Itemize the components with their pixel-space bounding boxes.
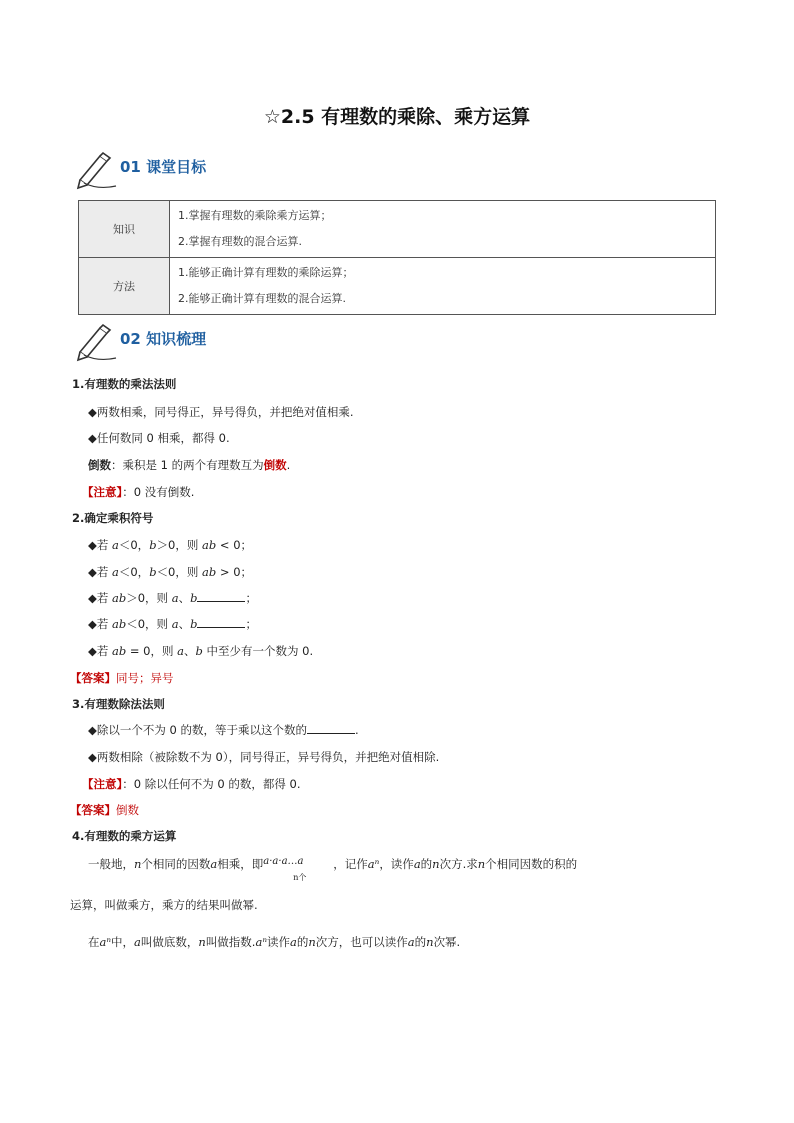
variable: n <box>426 935 434 949</box>
text: > 0； <box>216 565 253 579</box>
text: ◆若 <box>88 538 112 552</box>
note-line <box>82 484 194 500</box>
note-line <box>82 776 300 792</box>
goal-item: 1.掌握有理数的乘除乘方运算； <box>178 209 332 222</box>
text: ＞0，则 <box>126 591 172 605</box>
variable: aⁿ <box>367 857 380 871</box>
text: ＞0，则 <box>156 538 203 552</box>
goal-item: 1.能够正确计算有理数的乘除运算； <box>178 266 354 279</box>
text: ，记作 <box>333 857 368 871</box>
variable: b <box>190 591 198 605</box>
variable: n <box>477 857 486 871</box>
text: ，读作 <box>379 857 414 871</box>
power-definition-line <box>88 855 578 882</box>
pencil-icon <box>74 322 118 362</box>
reciprocal-definition <box>88 457 290 473</box>
formula-subscript: n个 <box>293 872 307 882</box>
fill-blank <box>307 733 355 734</box>
term: 倒数 <box>88 458 111 472</box>
text: 叫做底数， <box>140 935 199 949</box>
variable: b <box>190 617 198 631</box>
variable: a <box>112 565 119 579</box>
text: ； <box>245 591 257 605</box>
variable: a <box>407 935 415 949</box>
table-row <box>79 258 716 315</box>
text: ◆若 <box>88 644 112 658</box>
text: 一般地， <box>88 857 134 871</box>
variable: b <box>149 538 157 552</box>
rule-line <box>88 643 313 659</box>
text: ◆若 <box>88 591 112 605</box>
text: 、 <box>178 591 191 605</box>
section-label: 01 课堂目标 <box>120 158 207 176</box>
variable: ab <box>202 565 217 579</box>
text: . <box>286 458 291 472</box>
rule-line: ◆两数相乘，同号得正，异号得负，并把绝对值相乘. <box>88 405 354 419</box>
text: ：乘积是 1 的两个有理数互为 <box>111 458 264 472</box>
rule-line <box>88 564 252 580</box>
answer-tag: 【答案】 <box>70 671 116 685</box>
goal-content <box>170 201 716 258</box>
heading-sign: 2.确定乘积符号 <box>72 511 154 525</box>
text: ：0 除以任何不为 0 的数，都得 0. <box>122 777 301 791</box>
text: 、 <box>178 617 191 631</box>
text: ＜0，则 <box>156 565 203 579</box>
variable: a <box>171 591 179 605</box>
heading-multiplication: 1.有理数的乘法法则 <box>72 377 177 391</box>
rule-line <box>88 537 252 553</box>
text: 、 <box>184 644 196 658</box>
text: 叫做指数. <box>205 935 256 949</box>
variable: n <box>308 935 316 949</box>
variable: a <box>177 644 184 658</box>
goal-label: 知识 <box>79 201 170 258</box>
rule-line: ◆任何数同 0 相乘，都得 0. <box>88 431 230 445</box>
variable: b <box>195 644 203 658</box>
rule-line <box>88 590 257 606</box>
text: 次幂. <box>433 935 461 949</box>
note-tag: 【注意】 <box>82 777 123 791</box>
text: < 0； <box>216 538 253 552</box>
text: ＜0， <box>118 538 150 552</box>
text: 次方.求 <box>439 857 478 871</box>
text: 次方，也可以读作 <box>315 935 408 949</box>
text: = 0，则 <box>126 644 178 658</box>
power-terms-line <box>88 934 460 950</box>
text: 的 <box>296 935 309 949</box>
text: ◆若 <box>88 565 112 579</box>
section-header-knowledge <box>74 322 274 362</box>
text: . <box>354 723 359 737</box>
answer-text: 倒数 <box>116 803 139 817</box>
rule-line <box>88 616 257 632</box>
text: ＜0，则 <box>126 617 172 631</box>
text: ：0 没有倒数. <box>122 485 195 499</box>
variable: a <box>413 857 421 871</box>
variable: ab <box>112 591 127 605</box>
term-highlight: 倒数 <box>263 458 287 472</box>
variable: a <box>171 617 179 631</box>
table-row <box>79 201 716 258</box>
variable: aⁿ <box>255 935 267 949</box>
section-label: 02 知识梳理 <box>120 330 207 348</box>
variable: b <box>149 565 157 579</box>
note-tag: 【注意】 <box>82 485 123 499</box>
rule-line <box>88 722 359 738</box>
variable: n <box>134 857 142 871</box>
text: 中至少有一个数为 0. <box>202 644 314 658</box>
answer-tag: 【答案】 <box>70 803 116 817</box>
text: 的 <box>414 935 427 949</box>
variable: ab <box>202 538 217 552</box>
fill-blank <box>197 601 245 602</box>
text: ； <box>245 617 257 631</box>
pencil-icon <box>74 150 118 190</box>
variable: a <box>112 538 119 552</box>
text: 在 <box>88 935 100 949</box>
rule-line: ◆两数相除（被除数不为 0），同号得正，异号得负，并把绝对值相除. <box>88 750 440 764</box>
section-header-goals <box>74 150 274 190</box>
variable: ab <box>112 644 127 658</box>
goal-item: 2.能够正确计算有理数的混合运算. <box>178 292 346 305</box>
heading-division: 3.有理数除法法则 <box>72 697 165 711</box>
page-title: ☆2.5 有理数的乘除、乘方运算 <box>263 106 531 128</box>
variable: a <box>134 935 141 949</box>
fill-blank <box>197 627 245 628</box>
goal-content <box>170 258 716 315</box>
text: 相乘，即 <box>217 857 264 871</box>
variable: aⁿ <box>99 935 112 949</box>
answer-line <box>70 802 139 818</box>
goals-table <box>78 200 716 315</box>
text: 个相同因数的积的 <box>485 857 578 871</box>
answer-line <box>70 670 174 686</box>
text: 中， <box>111 935 135 949</box>
text: 的 <box>420 857 433 871</box>
goal-label: 方法 <box>79 258 170 315</box>
answer-text: 同号；异号 <box>116 671 174 685</box>
text: ＜0， <box>118 565 150 579</box>
text: ◆除以一个不为 0 的数，等于乘以这个数的 <box>88 723 307 737</box>
text: ◆若 <box>88 617 112 631</box>
variable: n <box>198 935 206 949</box>
variable: a <box>290 935 297 949</box>
goal-item: 2.掌握有理数的混合运算. <box>178 235 302 248</box>
variable: ab <box>112 617 127 631</box>
text: 读作 <box>267 935 290 949</box>
heading-power: 4.有理数的乘方运算 <box>72 829 177 843</box>
product-formula: a·a·a…a n个 <box>263 855 307 882</box>
variable: a <box>210 857 218 871</box>
text: 个相同的因数 <box>141 857 211 871</box>
power-definition-line: 运算，叫做乘方，乘方的结果叫做幂. <box>70 898 258 912</box>
variable: n <box>432 857 440 871</box>
